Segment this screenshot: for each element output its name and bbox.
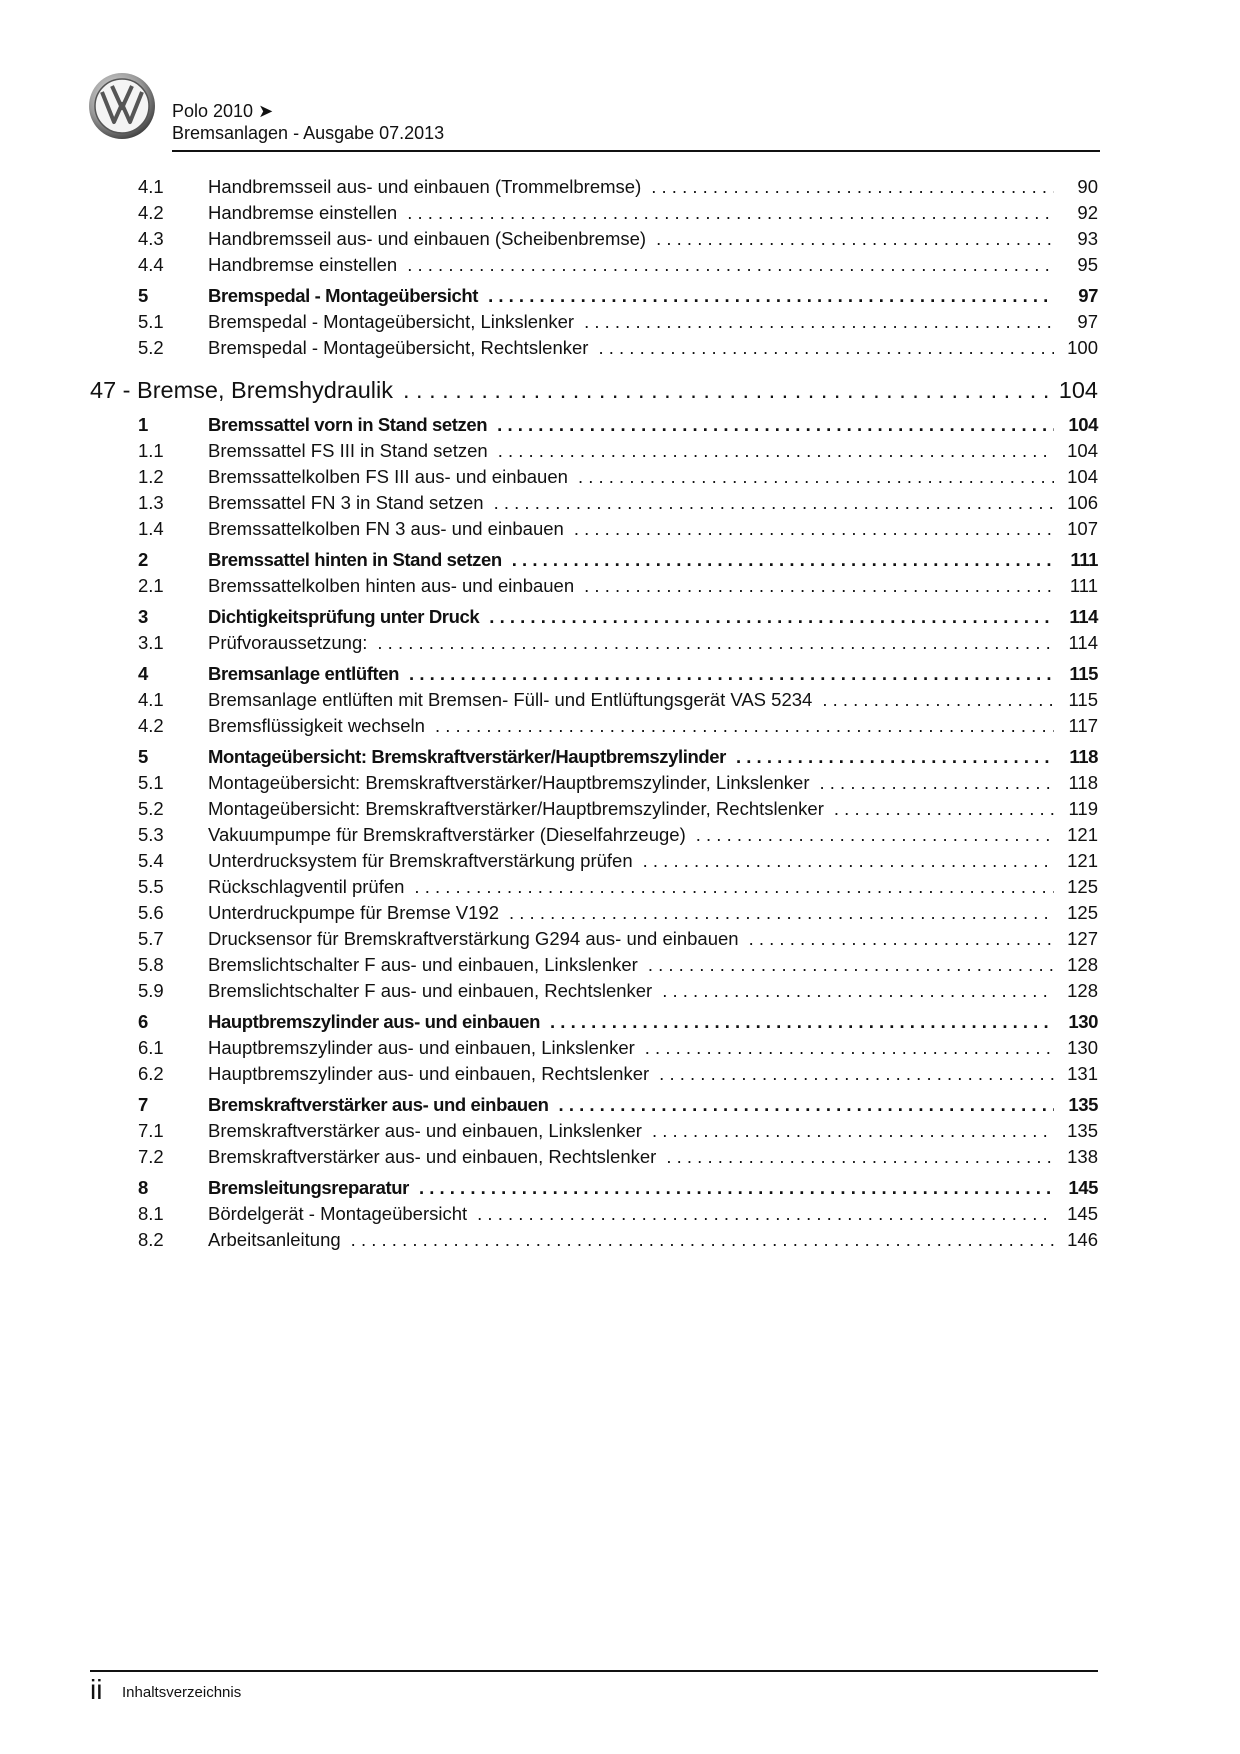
toc-number: 4.2: [138, 202, 164, 223]
toc-line: [208, 822, 1098, 848]
toc-number: 5: [138, 746, 148, 767]
toc-page-number: 118: [1069, 746, 1098, 767]
dot-leader: [652, 1118, 1054, 1144]
toc-page-number: 115: [1069, 663, 1098, 684]
toc-section[interactable]: [90, 547, 1098, 573]
toc-number: 5.9: [138, 980, 164, 1001]
toc-number: 3.1: [138, 632, 164, 653]
toc-page-number: 97: [1078, 285, 1098, 306]
toc-title: Hauptbremszylinder aus- und einbauen: [208, 1011, 541, 1032]
toc-chapter[interactable]: [90, 373, 1098, 407]
toc-entry[interactable]: [90, 200, 1098, 226]
toc-line: [208, 661, 1098, 687]
dot-leader: [489, 604, 1054, 630]
toc-title: 47 - Bremse, Bremshydraulik: [90, 377, 393, 403]
toc-page-number: 117: [1068, 715, 1098, 736]
toc-entry[interactable]: [90, 174, 1098, 200]
page-header: [88, 72, 1100, 152]
header-divider: [172, 150, 1100, 152]
toc-page-number: 90: [1077, 176, 1098, 197]
dot-leader: [651, 174, 1054, 200]
toc-page-number: 95: [1077, 254, 1098, 275]
toc-line: [208, 335, 1098, 361]
dot-leader: [414, 874, 1054, 900]
toc-section[interactable]: [90, 412, 1098, 438]
toc-line: [208, 848, 1098, 874]
toc-entry[interactable]: [90, 630, 1098, 656]
toc-number: 4.1: [138, 689, 164, 710]
dot-leader: [559, 1092, 1054, 1118]
toc-line: [208, 252, 1098, 278]
toc-page-number: 128: [1067, 980, 1098, 1001]
toc-title: Bremssattel FN 3 in Stand setzen: [208, 492, 484, 513]
dot-leader: [550, 1009, 1054, 1035]
document-title-block: [172, 100, 444, 144]
dot-leader: [409, 661, 1054, 687]
toc-page-number: 114: [1068, 632, 1098, 653]
toc-page-number: 135: [1067, 1120, 1098, 1141]
toc-page-number: 125: [1067, 876, 1098, 897]
toc-entry[interactable]: [90, 490, 1098, 516]
toc-number: 5.2: [138, 798, 164, 819]
toc-section[interactable]: [90, 283, 1098, 309]
toc-title: Bremsflüssigkeit wechseln: [208, 715, 425, 736]
toc-entry[interactable]: [90, 713, 1098, 739]
toc-page-number: 92: [1077, 202, 1098, 223]
toc-page-number: 97: [1077, 311, 1098, 332]
dot-leader: [736, 744, 1054, 770]
toc-page-number: 119: [1068, 798, 1098, 819]
toc-page-number: 93: [1077, 228, 1098, 249]
toc-number: 4: [138, 663, 148, 684]
toc-entry[interactable]: [90, 952, 1098, 978]
toc-line: [208, 200, 1098, 226]
dot-leader: [656, 226, 1054, 252]
dot-leader: [403, 373, 1052, 407]
toc-number: 5.6: [138, 902, 164, 923]
toc-line: [208, 1201, 1098, 1227]
dot-leader: [488, 283, 1054, 309]
dot-leader: [643, 848, 1054, 874]
toc-page-number: 135: [1068, 1094, 1098, 1115]
toc-page-number: 107: [1067, 518, 1098, 539]
dot-leader: [578, 464, 1054, 490]
dot-leader: [497, 412, 1054, 438]
toc-title: Bremssattelkolben FS III aus- und einbauen: [208, 466, 568, 487]
toc-title: Hauptbremszylinder aus- und einbauen, Rechtslenker: [208, 1063, 650, 1084]
toc-page-number: 106: [1067, 492, 1098, 513]
toc-section[interactable]: [90, 604, 1098, 630]
toc-title: Prüfvoraussetzung:: [208, 632, 368, 653]
toc-number: 5.2: [138, 337, 164, 358]
toc-title: Vakuumpumpe für Bremskraftverstärker (Dieselfahrzeuge): [208, 824, 686, 845]
toc-number: 6: [138, 1011, 148, 1032]
dot-leader: [435, 713, 1054, 739]
toc-line: [208, 309, 1098, 335]
toc-page-number: 115: [1068, 689, 1098, 710]
toc-title: Bremssattel hinten in Stand setzen: [208, 549, 502, 570]
dot-leader: [820, 770, 1055, 796]
toc-title: Handbremse einstellen: [208, 202, 398, 223]
toc-line: [208, 1092, 1098, 1118]
dot-leader: [666, 1144, 1054, 1170]
toc-entry[interactable]: [90, 848, 1098, 874]
toc-number: 6.1: [138, 1037, 164, 1058]
toc-page-number: 104: [1058, 377, 1098, 403]
toc-page-number: 145: [1067, 1203, 1098, 1224]
toc-line: [208, 1009, 1098, 1035]
toc-line: [208, 226, 1098, 252]
toc-title: Rückschlagventil prüfen: [208, 876, 405, 897]
toc-entry[interactable]: [90, 1118, 1098, 1144]
toc-page-number: 138: [1067, 1146, 1098, 1167]
toc-line: [208, 412, 1098, 438]
toc-entry[interactable]: [90, 516, 1098, 542]
toc-number: 1.2: [138, 466, 164, 487]
toc-number: 5.1: [138, 772, 164, 793]
toc-entry[interactable]: [90, 978, 1098, 1004]
toc-number: 1.4: [138, 518, 164, 539]
toc-title: Drucksensor für Bremskraftverstärkung G294 aus- und einbauen: [208, 928, 739, 949]
toc-entry[interactable]: [90, 796, 1098, 822]
dot-leader: [419, 1175, 1054, 1201]
toc-entry[interactable]: [90, 770, 1098, 796]
toc-section[interactable]: [90, 744, 1098, 770]
toc-title: Montageübersicht: Bremskraftverstärker/Hauptbremszylinder, Rechtslenker: [208, 798, 824, 819]
table-of-contents: [90, 174, 1098, 1253]
toc-number: 2.1: [138, 575, 164, 596]
toc-entry[interactable]: [90, 874, 1098, 900]
toc-number: 7.2: [138, 1146, 164, 1167]
toc-page-number: 121: [1067, 824, 1098, 845]
dot-leader: [512, 547, 1054, 573]
document-subtitle: Bremsanlagen - Ausgabe 07.2013: [172, 123, 445, 143]
toc-page-number: 130: [1068, 1011, 1098, 1032]
toc-title: Bremsanlage entlüften: [208, 663, 400, 684]
toc-section[interactable]: [90, 1009, 1098, 1035]
toc-line: [208, 174, 1098, 200]
dot-leader: [822, 687, 1054, 713]
toc-number: 2: [138, 549, 148, 570]
toc-title: Dichtigkeitsprüfung unter Druck: [208, 606, 480, 627]
toc-entry[interactable]: [90, 573, 1098, 599]
toc-title: Montageübersicht: Bremskraftverstärker/Hauptbremszylinder, Linkslenker: [208, 772, 810, 793]
toc-title: Bremskraftverstärker aus- und einbauen, Linkslenker: [208, 1120, 642, 1141]
dot-leader: [477, 1201, 1054, 1227]
toc-line: [208, 770, 1098, 796]
toc-line: [208, 687, 1098, 713]
toc-line: [208, 283, 1098, 309]
dot-leader: [407, 200, 1054, 226]
toc-line: [208, 1227, 1098, 1253]
toc-page-number: 125: [1067, 902, 1098, 923]
dot-leader: [834, 796, 1054, 822]
toc-title: Bremssattelkolben hinten aus- und einbauen: [208, 575, 575, 596]
toc-page-number: 104: [1067, 440, 1098, 461]
toc-entry[interactable]: [90, 687, 1098, 713]
dot-leader: [584, 309, 1054, 335]
dot-leader: [662, 978, 1054, 1004]
toc-entry[interactable]: [90, 1035, 1098, 1061]
toc-section[interactable]: [90, 1175, 1098, 1201]
toc-number: 1: [138, 414, 148, 435]
toc-number: 5.8: [138, 954, 164, 975]
toc-line: [208, 796, 1098, 822]
toc-number: 7: [138, 1094, 148, 1115]
toc-line: [208, 516, 1098, 542]
dot-leader: [494, 490, 1054, 516]
toc-entry[interactable]: [90, 226, 1098, 252]
toc-line: [208, 713, 1098, 739]
toc-page-number: 146: [1067, 1229, 1098, 1250]
dot-leader: [645, 1035, 1054, 1061]
toc-section[interactable]: [90, 661, 1098, 687]
toc-page-number: 111: [1069, 575, 1098, 596]
toc-line: [208, 1035, 1098, 1061]
toc-number: 8: [138, 1177, 148, 1198]
toc-entry[interactable]: [90, 1144, 1098, 1170]
toc-title: Unterdrucksystem für Bremskraftverstärkung prüfen: [208, 850, 633, 871]
toc-page-number: 111: [1070, 549, 1098, 570]
dot-leader: [696, 822, 1054, 848]
toc-title: Montageübersicht: Bremskraftverstärker/Hauptbremszylinder: [208, 746, 726, 767]
toc-title: Arbeitsanleitung: [208, 1229, 341, 1250]
toc-page-number: 130: [1067, 1037, 1098, 1058]
dot-leader: [498, 438, 1054, 464]
toc-number: 5.1: [138, 311, 164, 332]
toc-title: Hauptbremszylinder aus- und einbauen, Linkslenker: [208, 1037, 635, 1058]
toc-line: [208, 604, 1098, 630]
toc-line: [90, 373, 1098, 407]
toc-section[interactable]: [90, 1092, 1098, 1118]
model-label: Polo 2010 ➤: [172, 101, 274, 121]
toc-title: Handbremsseil aus- und einbauen (Scheibenbremse): [208, 228, 647, 249]
toc-line: [208, 1144, 1098, 1170]
page-number: ii: [90, 1674, 103, 1705]
section-label: Inhaltsverzeichnis: [122, 1684, 242, 1701]
toc-page-number: 121: [1067, 850, 1098, 871]
toc-page-number: 104: [1067, 466, 1098, 487]
toc-line: [208, 464, 1098, 490]
toc-page-number: 131: [1067, 1063, 1098, 1084]
dot-leader: [749, 926, 1054, 952]
toc-number: 4.4: [138, 254, 164, 275]
toc-entry[interactable]: [90, 900, 1098, 926]
toc-page-number: 127: [1067, 928, 1098, 949]
toc-line: [208, 978, 1098, 1004]
toc-title: Bördelgerät - Montageübersicht: [208, 1203, 468, 1224]
toc-title: Bremssattel vorn in Stand setzen: [208, 414, 488, 435]
toc-number: 6.2: [138, 1063, 164, 1084]
toc-line: [208, 573, 1098, 599]
toc-title: Bremspedal - Montageübersicht, Rechtslenker: [208, 337, 589, 358]
toc-entry[interactable]: [90, 335, 1098, 361]
dot-leader: [407, 252, 1054, 278]
dot-leader: [351, 1227, 1054, 1253]
dot-leader: [584, 573, 1054, 599]
toc-line: [208, 438, 1098, 464]
toc-number: 5.3: [138, 824, 164, 845]
toc-number: 7.1: [138, 1120, 164, 1141]
toc-page-number: 118: [1068, 772, 1098, 793]
toc-number: 4.3: [138, 228, 164, 249]
toc-entry[interactable]: [90, 1227, 1098, 1253]
toc-title: Bremspedal - Montageübersicht: [208, 285, 479, 306]
dot-leader: [659, 1061, 1054, 1087]
toc-page-number: 104: [1068, 414, 1098, 435]
toc-page-number: 128: [1067, 954, 1098, 975]
toc-number: 5.7: [138, 928, 164, 949]
toc-line: [208, 1061, 1098, 1087]
toc-entry[interactable]: [90, 822, 1098, 848]
toc-title: Handbremsseil aus- und einbauen (Trommelbremse): [208, 176, 642, 197]
toc-number: 5.5: [138, 876, 164, 897]
toc-number: 5.4: [138, 850, 164, 871]
toc-entry[interactable]: [90, 1201, 1098, 1227]
toc-title: Bremssattelkolben FN 3 aus- und einbauen: [208, 518, 564, 539]
toc-number: 1.3: [138, 492, 164, 513]
toc-entry[interactable]: [90, 309, 1098, 335]
toc-number: 4.2: [138, 715, 164, 736]
dot-leader: [598, 335, 1054, 361]
toc-line: [208, 744, 1098, 770]
toc-title: Bremskraftverstärker aus- und einbauen, Rechtslenker: [208, 1146, 657, 1167]
toc-number: 5: [138, 285, 148, 306]
toc-line: [208, 900, 1098, 926]
toc-entry[interactable]: [90, 464, 1098, 490]
toc-number: 1.1: [138, 440, 164, 461]
toc-number: 3: [138, 606, 148, 627]
toc-title: Bremssattel FS III in Stand setzen: [208, 440, 488, 461]
toc-line: [208, 874, 1098, 900]
toc-entry[interactable]: [90, 252, 1098, 278]
toc-title: Bremslichtschalter F aus- und einbauen, Linkslenker: [208, 954, 638, 975]
toc-entry[interactable]: [90, 926, 1098, 952]
toc-line: [208, 630, 1098, 656]
toc-line: [208, 926, 1098, 952]
toc-line: [208, 1118, 1098, 1144]
footer-divider: [90, 1670, 1098, 1672]
toc-page-number: 145: [1068, 1177, 1098, 1198]
toc-line: [208, 547, 1098, 573]
toc-title: Bremsanlage entlüften mit Bremsen- Füll- und Entlüftungsgerät VAS 5234: [208, 689, 813, 710]
toc-title: Bremslichtschalter F aus- und einbauen, Rechtslenker: [208, 980, 653, 1001]
toc-entry[interactable]: [90, 438, 1098, 464]
toc-line: [208, 952, 1098, 978]
toc-title: Bremsleitungsreparatur: [208, 1177, 409, 1198]
toc-page-number: 100: [1067, 337, 1098, 358]
toc-number: 4.1: [138, 176, 164, 197]
dot-leader: [509, 900, 1054, 926]
toc-title: Bremskraftverstärker aus- und einbauen: [208, 1094, 549, 1115]
toc-entry[interactable]: [90, 1061, 1098, 1087]
toc-title: Unterdruckpumpe für Bremse V192: [208, 902, 499, 923]
dot-leader: [377, 630, 1054, 656]
dot-leader: [574, 516, 1054, 542]
toc-number: 8.1: [138, 1203, 164, 1224]
toc-title: Handbremse einstellen: [208, 254, 398, 275]
vw-logo-icon: [88, 72, 156, 140]
toc-page-number: 114: [1069, 606, 1098, 627]
toc-line: [208, 1175, 1098, 1201]
toc-line: [208, 490, 1098, 516]
toc-number: 8.2: [138, 1229, 164, 1250]
dot-leader: [648, 952, 1054, 978]
toc-title: Bremspedal - Montageübersicht, Linkslenker: [208, 311, 575, 332]
